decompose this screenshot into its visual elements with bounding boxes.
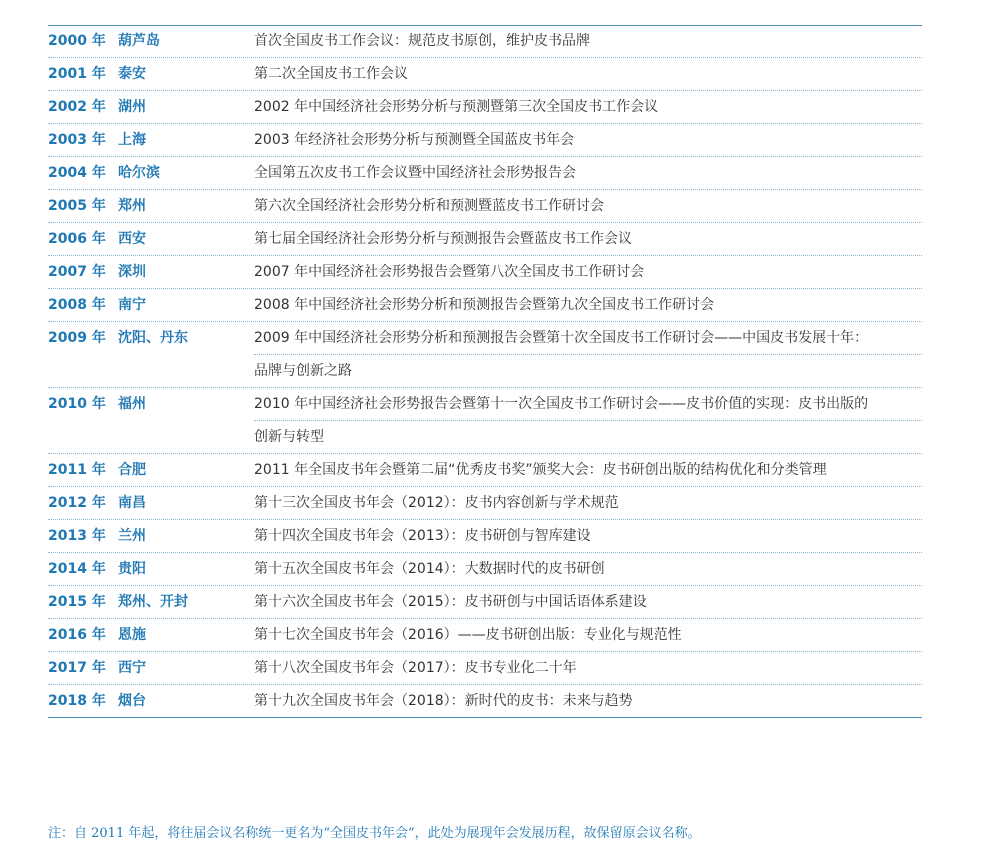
table-row (48, 91, 922, 124)
table-row (48, 256, 922, 289)
year-city-cell (48, 256, 146, 288)
table-row (48, 157, 922, 190)
description-line: 2002 年中国经济社会形势分析与预测暨第三次全国皮书工作会议 (254, 99, 659, 115)
year-label: 2016 年 (48, 627, 106, 643)
meeting-description (254, 289, 922, 321)
year-label: 2012 年 (48, 495, 106, 511)
city-label: 葫芦岛 (118, 33, 160, 49)
year-city-cell (48, 289, 146, 321)
year-label: 2007 年 (48, 264, 106, 280)
year-city-cell (48, 454, 146, 486)
year-city-cell (48, 685, 146, 717)
table-row (48, 190, 922, 223)
city-label: 西安 (118, 231, 146, 247)
description-line: 第十四次全国皮书年会（2013）：皮书研创与智库建设 (254, 528, 591, 544)
description-line: 第十九次全国皮书年会（2018）：新时代的皮书：未来与趋势 (254, 693, 633, 709)
table-row (48, 124, 922, 157)
year-city-cell (48, 58, 146, 90)
description-line: 第十三次全国皮书年会（2012）：皮书内容创新与学术规范 (254, 495, 619, 511)
meeting-description (254, 157, 922, 189)
description-line: 第十六次全国皮书年会（2015）：皮书研创与中国话语体系建设 (254, 594, 647, 610)
description-line: 第十八次全国皮书年会（2017）：皮书专业化二十年 (254, 660, 577, 676)
city-label: 兰州 (118, 528, 146, 544)
year-label: 2002 年 (48, 99, 106, 115)
year-city-cell (48, 157, 160, 189)
table-row (48, 289, 922, 322)
year-label: 2005 年 (48, 198, 106, 214)
meeting-description (254, 454, 922, 486)
city-label: 泰安 (118, 66, 146, 82)
year-city-cell (48, 487, 146, 519)
year-label: 2017 年 (48, 660, 106, 676)
year-city-cell (48, 190, 146, 222)
description-line: 第十五次全国皮书年会（2014）：大数据时代的皮书研创 (254, 561, 605, 577)
meeting-description (254, 190, 922, 222)
city-label: 贵阳 (118, 561, 146, 577)
year-city-cell (48, 520, 146, 552)
year-label: 2018 年 (48, 693, 106, 709)
meetings-table (48, 25, 922, 718)
meeting-description (254, 223, 922, 255)
city-label: 南昌 (118, 495, 146, 511)
year-city-cell (48, 586, 188, 618)
description-line: 第十七次全国皮书年会（2016）——皮书研创出版：专业化与规范性 (254, 627, 682, 643)
year-label: 2013 年 (48, 528, 106, 544)
year-label: 2008 年 (48, 297, 106, 313)
year-city-cell (48, 124, 146, 156)
year-city-cell (48, 553, 146, 585)
year-city-cell (48, 91, 146, 123)
description-line: 第七届全国经济社会形势分析与预测报告会暨蓝皮书工作会议 (254, 231, 632, 247)
description-line: 创新与转型 (254, 420, 922, 453)
meeting-description (254, 58, 922, 90)
meeting-description (254, 553, 922, 585)
city-label: 南宁 (118, 297, 146, 313)
footnote: 注：自 2011 年起，将往届会议名称统一更名为“全国皮书年会”，此处为展现年会发展历程，故保留原会议名称。 (48, 826, 701, 841)
year-city-cell (48, 619, 146, 651)
table-row (48, 520, 922, 553)
meeting-description (254, 388, 922, 453)
table-row (48, 487, 922, 520)
table-row (48, 586, 922, 619)
city-label: 郑州、开封 (118, 594, 188, 610)
year-label: 2011 年 (48, 462, 106, 478)
description-line: 2009 年中国经济社会形势分析和预测报告会暨第十次全国皮书工作研讨会——中国皮书发展十年： (254, 330, 869, 346)
table-row (48, 685, 922, 718)
table-row (48, 58, 922, 91)
city-label: 烟台 (118, 693, 146, 709)
city-label: 西宁 (118, 660, 146, 676)
description-line: 2011 年全国皮书年会暨第二届“优秀皮书奖”颁奖大会：皮书研创出版的结构优化和分类管理 (254, 462, 827, 478)
description-line: 2010 年中国经济社会形势报告会暨第十一次全国皮书工作研讨会——皮书价值的实现：皮书出版的 (254, 396, 869, 412)
city-label: 恩施 (118, 627, 146, 643)
table-row (48, 322, 922, 388)
meeting-description (254, 124, 922, 156)
meeting-description (254, 487, 922, 519)
city-label: 合肥 (118, 462, 146, 478)
meeting-description (254, 652, 922, 684)
table-row (48, 388, 922, 454)
city-label: 哈尔滨 (118, 165, 160, 181)
year-label: 2000 年 (48, 33, 106, 49)
city-label: 福州 (118, 396, 146, 412)
year-city-cell (48, 322, 188, 354)
table-row (48, 454, 922, 487)
year-label: 2010 年 (48, 396, 106, 412)
description-line: 品牌与创新之路 (254, 354, 922, 387)
year-city-cell (48, 223, 146, 255)
meeting-description (254, 520, 922, 552)
year-city-cell (48, 652, 146, 684)
city-label: 上海 (118, 132, 146, 148)
city-label: 深圳 (118, 264, 146, 280)
meeting-description (254, 91, 922, 123)
meeting-description (254, 685, 922, 717)
year-label: 2009 年 (48, 330, 106, 346)
city-label: 湖州 (118, 99, 146, 115)
table-row (48, 652, 922, 685)
meeting-description (254, 619, 922, 651)
description-line: 第二次全国皮书工作会议 (254, 66, 408, 82)
year-label: 2003 年 (48, 132, 106, 148)
year-label: 2001 年 (48, 66, 106, 82)
table-row (48, 553, 922, 586)
year-label: 2006 年 (48, 231, 106, 247)
year-label: 2015 年 (48, 594, 106, 610)
description-line: 2008 年中国经济社会形势分析和预测报告会暨第九次全国皮书工作研讨会 (254, 297, 715, 313)
meeting-description (254, 256, 922, 288)
meeting-description (254, 322, 922, 387)
description-line: 2003 年经济社会形势分析与预测暨全国蓝皮书年会 (254, 132, 575, 148)
description-line: 首次全国皮书工作会议：规范皮书原创，维护皮书品牌 (254, 33, 590, 49)
meeting-description (254, 586, 922, 618)
description-line: 2007 年中国经济社会形势报告会暨第八次全国皮书工作研讨会 (254, 264, 645, 280)
table-row (48, 619, 922, 652)
table-row (48, 223, 922, 256)
description-line: 第六次全国经济社会形势分析和预测暨蓝皮书工作研讨会 (254, 198, 604, 214)
year-city-cell (48, 388, 146, 420)
table-row (48, 25, 922, 58)
year-label: 2004 年 (48, 165, 106, 181)
meeting-description (254, 25, 922, 57)
city-label: 郑州 (118, 198, 146, 214)
city-label: 沈阳、丹东 (118, 330, 188, 346)
year-label: 2014 年 (48, 561, 106, 577)
year-city-cell (48, 25, 160, 57)
description-line: 全国第五次皮书工作会议暨中国经济社会形势报告会 (254, 165, 576, 181)
